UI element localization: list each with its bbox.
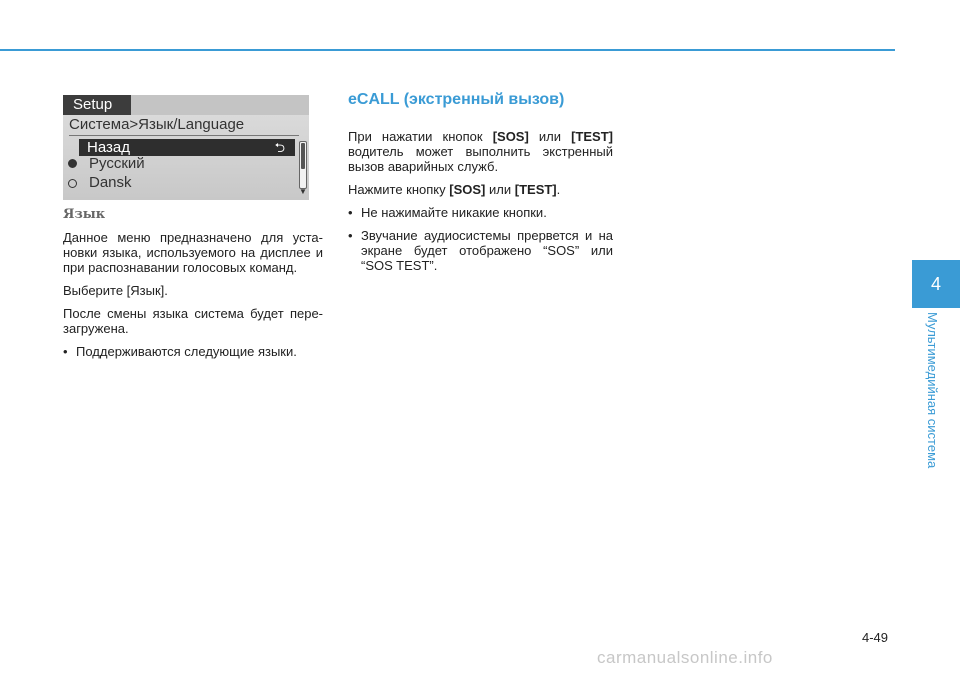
- screen-item-label: Dansk: [89, 174, 132, 191]
- paragraph: [348, 182, 613, 197]
- page-number: 4-49: [862, 630, 889, 645]
- text: Нажмите кнопку: [348, 182, 446, 197]
- radio-empty-icon: [68, 179, 77, 188]
- sos-key: [SOS]: [449, 182, 486, 197]
- paragraph: Данное меню предназначено для уста-новки языка, используемого на дисплее и при распознавании голосовых команд.: [63, 230, 323, 275]
- scroll-down-arrow-icon: ▼: [299, 187, 307, 196]
- text: .: [556, 182, 561, 197]
- text: или: [538, 129, 562, 144]
- bullet-item: • Поддерживаются следующие языки.: [63, 344, 323, 359]
- radio-selected-icon: [68, 159, 77, 168]
- section-heading-language: Язык: [63, 207, 106, 222]
- top-rule: [0, 49, 895, 51]
- test-key: [TEST]: [571, 129, 613, 144]
- screen-scrollbar-thumb: [301, 143, 305, 169]
- screen-item-label: Назад: [87, 139, 130, 156]
- screen-item-dansk: [81, 174, 297, 191]
- screen-breadcrumb: Система>Язык/Language: [69, 116, 245, 133]
- back-arrow-icon: ⮌: [274, 140, 285, 155]
- screen-item-russian: [81, 155, 297, 172]
- text: водитель может выполнить экстренный вызов аварийных служб.: [348, 144, 613, 174]
- watermark: carmanualsonline.info: [597, 648, 773, 667]
- screen-tab-setup: Setup: [63, 95, 131, 115]
- screen-scrollbar: [299, 141, 307, 189]
- display-screenshot: [63, 95, 309, 200]
- text: или: [489, 182, 512, 197]
- paragraph: [348, 129, 613, 174]
- screen-item-label: Русский: [89, 155, 145, 172]
- screen-item-back: [79, 139, 295, 156]
- test-key: [TEST]: [514, 182, 557, 197]
- section-heading-ecall: eCALL (экстренный вызов): [348, 91, 565, 108]
- chapter-label: [922, 312, 942, 492]
- chapter-tab: 4: [912, 260, 960, 308]
- paragraph: Выберите [Язык].: [63, 283, 168, 298]
- bullet-item: • Не нажимайте никакие кнопки.: [348, 205, 613, 220]
- text: При нажатии кнопок: [348, 129, 483, 144]
- chapter-label-text: Мультимедийная система: [925, 312, 940, 469]
- left-column: [63, 207, 323, 367]
- bullet-item: • Звучание аудиосистемы прервется и на экране будет отображено “SOS” или “SOS TEST”.: [348, 228, 613, 273]
- screen-divider: [69, 135, 299, 136]
- right-column: [348, 91, 613, 281]
- paragraph: После смены языка система будет пере-загружена.: [63, 306, 323, 336]
- sos-key: [SOS]: [492, 129, 529, 144]
